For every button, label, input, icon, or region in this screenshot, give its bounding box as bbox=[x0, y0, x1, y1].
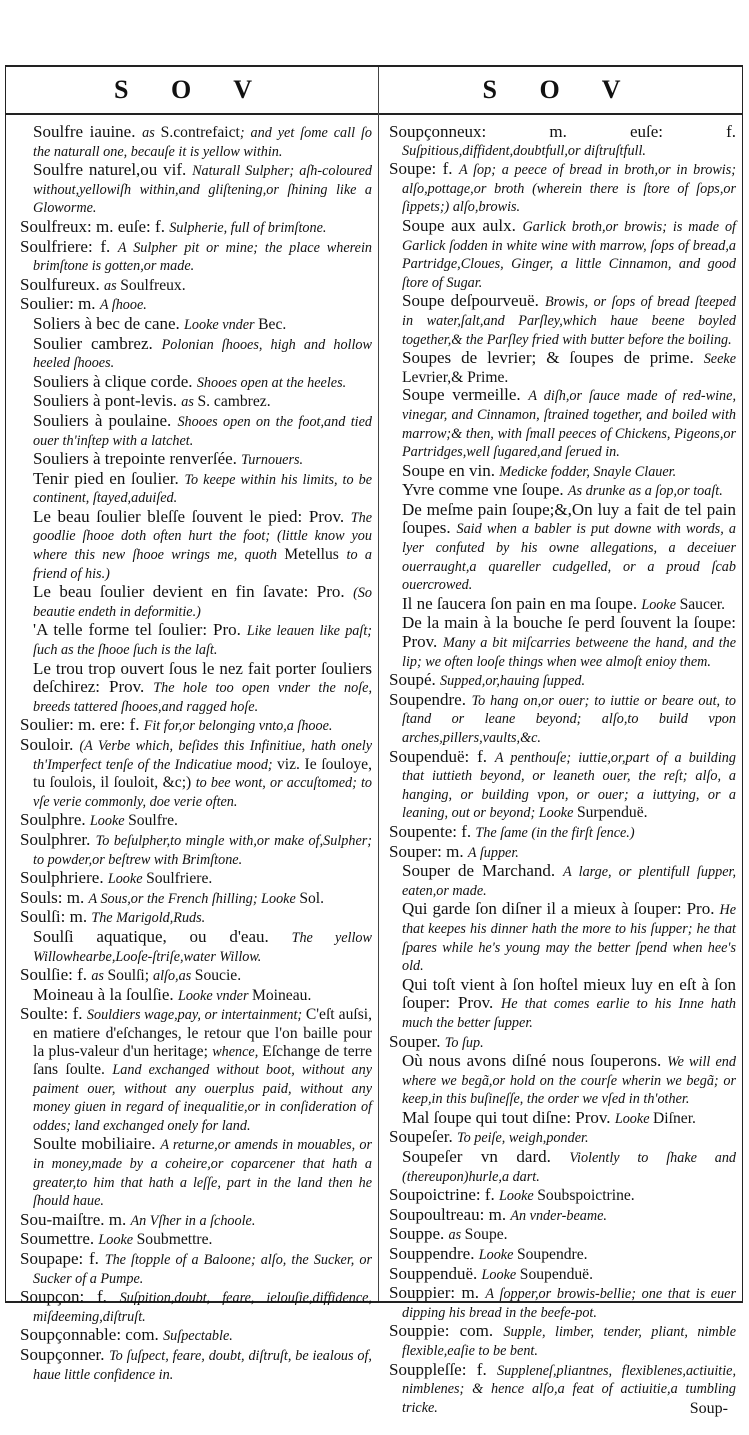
reference-text: Soupe. bbox=[464, 1226, 508, 1244]
dictionary-entry bbox=[389, 1265, 736, 1285]
headword: Soulſie: f. bbox=[20, 965, 92, 985]
headword: Soulier cambrez. bbox=[33, 333, 162, 353]
definition-text: A returne,or amends in mouables, or in money,made by a coheire,or coparcener that hath a greater,to him that hath a leſſe, part in the land then he ſhould haue. bbox=[33, 1137, 372, 1210]
headword: Soupe vermeille. bbox=[402, 385, 529, 405]
definition-text: A penthouſe; iuttie,or,part of a building that iuttieth beyond, or leaneth ouer, the reſt; alſo, a hanging, or building vpon, or ouer; a iuttying, or a leaning, out or beyond; Looke bbox=[402, 749, 736, 822]
headword: Soulte: f. bbox=[20, 1004, 87, 1024]
headword: Sou-maiſtre. m. bbox=[20, 1209, 131, 1229]
definition-text: alſo,as bbox=[152, 968, 195, 985]
dictionary-entry bbox=[389, 823, 736, 843]
headword: Soupape: f. bbox=[20, 1249, 105, 1269]
definition-text: Looke bbox=[641, 596, 680, 613]
headword: Soumettre. bbox=[20, 1229, 99, 1249]
headword: Soulphre. bbox=[20, 810, 90, 830]
definition-text: Seeke bbox=[703, 351, 736, 368]
dictionary-subentry bbox=[20, 986, 372, 1006]
dictionary-entry bbox=[389, 1225, 736, 1245]
definition-text: Souldiers wage,pay, or intertainment; bbox=[86, 1007, 306, 1024]
headword: Qui garde ſon diſner il a mieux à ſouper: Pro. bbox=[402, 899, 720, 919]
running-header: S O V bbox=[379, 67, 742, 115]
headword: Soupoultreau: m. bbox=[389, 1204, 511, 1224]
reference-text: Soulfriere. bbox=[146, 870, 213, 888]
headword: Soupé. bbox=[389, 670, 440, 690]
definition-text: ; and yet ſome call ſo the naturall one, becauſe it is yellow within. bbox=[33, 125, 372, 160]
dictionary-entry bbox=[20, 736, 372, 811]
dictionary-entry bbox=[389, 1245, 736, 1265]
reference-text: S.contrefaict bbox=[160, 124, 240, 141]
headword: Soupe aux aulx. bbox=[402, 215, 523, 235]
headword: Le beau ſoulier devient en fin ſavate: Pro. bbox=[33, 582, 354, 602]
definition-text: Many a bit miſcarries betweene the hand, and the lip; we often looſe things when wee almoſt enioy them. bbox=[402, 635, 736, 670]
definition-text: Suſpectable. bbox=[163, 1328, 233, 1345]
definition-text: Looke bbox=[614, 1110, 654, 1127]
definition-text: Sulpherie, full of brimſtone. bbox=[169, 219, 327, 236]
dictionary-subentry bbox=[389, 976, 736, 1033]
headword: Soulſi aquatique, ou d'eau. bbox=[33, 926, 292, 946]
definition-text: Suſpition,doubt, feare, ielouſie,diffidence, miſdeeming,diſtruſt. bbox=[33, 1290, 373, 1325]
definition-text: Land exchanged without boot, without any paiment ouer, without any ouerplus paid, without any money giuen in regard of inequalitie,or in conſideration of oddes; land exchanged onely for land. bbox=[33, 1062, 372, 1134]
definition-text: as bbox=[448, 1227, 465, 1244]
dictionary-entry bbox=[389, 160, 736, 217]
headword: Soulte mobiliaire. bbox=[33, 1134, 161, 1154]
reference-text: Metellus bbox=[284, 546, 347, 564]
headword: Soupeſer. bbox=[389, 1127, 457, 1147]
dictionary-entry bbox=[389, 748, 736, 823]
definition-text: The goodlie ſhooe doth often hurt the foot; (little know you where this new ſhooe wrings me, quoth bbox=[33, 509, 372, 564]
definition-text: Looke bbox=[107, 871, 147, 888]
dictionary-subentry bbox=[20, 335, 372, 373]
headword: Moineau à la ſoulſie. bbox=[33, 984, 178, 1004]
dictionary-subentry bbox=[389, 386, 736, 461]
headword: Souliers à trepointe renverſée. bbox=[33, 449, 242, 469]
definition-text: Looke bbox=[478, 1247, 517, 1264]
definition-text: An vnder-beame. bbox=[510, 1207, 607, 1224]
dictionary-entry bbox=[20, 716, 372, 736]
dictionary-subentry bbox=[20, 161, 372, 218]
headword: Qui toſt vient à ſon hoſtel mieux luy en eſt à ſon ſouper: Prov. bbox=[402, 974, 736, 1013]
dictionary-subentry bbox=[20, 373, 372, 393]
dictionary-subentry bbox=[20, 928, 372, 966]
reference-text: Sol. bbox=[299, 889, 325, 907]
right-column bbox=[379, 67, 742, 1417]
headword: Souliers à poulaine. bbox=[33, 410, 178, 430]
dictionary-subentry bbox=[389, 1109, 736, 1129]
headword: Mal ſoupe qui tout diſne: Prov. bbox=[402, 1107, 615, 1127]
definition-text: Looke bbox=[98, 1232, 137, 1249]
definition-text: To hang on,or ouer; to iuttie or beare out, to ſtand or leane beyond; alſo,to build vpon arches,pillers,vaults,&c. bbox=[402, 692, 736, 746]
dictionary-subentry bbox=[389, 481, 736, 501]
headword: Soupendre. bbox=[389, 689, 472, 709]
definition-text: A Sulpher pit or mine; the place wherein brimſtone is gotten,or made. bbox=[33, 239, 372, 275]
reference-text: Soulfre. bbox=[128, 812, 178, 830]
reference-text: S. cambrez. bbox=[197, 393, 271, 411]
dictionary-entry bbox=[20, 1250, 372, 1288]
headword: Souppendre. bbox=[389, 1244, 479, 1264]
reference-text: Levrier,& Prime. bbox=[402, 368, 509, 386]
dictionary-subentry bbox=[389, 1148, 736, 1186]
headword: Soupçonnable: com. bbox=[20, 1325, 164, 1345]
definition-text: Said when a babler is put downe with words, a lyer confuted by his owne allegations, a deceiuer ouerraught,a quareller cudgelled, or a proud ſcab ouercrowed. bbox=[402, 521, 736, 594]
dictionary-entry bbox=[20, 1005, 372, 1135]
headword: De meſme pain ſoupe;&,On luy a fait de tel pain ſoupes. bbox=[402, 499, 736, 538]
entries-list bbox=[6, 115, 378, 1384]
headword: Souliers à clique corde. bbox=[33, 371, 197, 391]
reference-text: Moineau. bbox=[252, 986, 312, 1004]
reference-text: Diſner. bbox=[653, 1109, 696, 1127]
reference-text: Soucie. bbox=[194, 967, 242, 985]
definition-text: To peiſe, weigh,ponder. bbox=[457, 1130, 589, 1147]
dictionary-entry bbox=[20, 1211, 372, 1231]
dictionary-entry bbox=[20, 869, 372, 889]
headword: Soulier: m. bbox=[20, 294, 100, 314]
dictionary-subentry bbox=[20, 470, 372, 508]
headword: Soulſi: m. bbox=[20, 907, 92, 927]
dictionary-page bbox=[5, 65, 743, 1417]
reference-text: Eſchange de terre ſans ſoulte. bbox=[33, 1042, 372, 1079]
definition-text: to a friend of his.) bbox=[33, 547, 372, 582]
headword: De la main à la bouche ſe perd ſouvent la ſoupe: Prov. bbox=[402, 613, 736, 652]
dictionary-subentry bbox=[20, 315, 372, 335]
definition-text: To ſuſpect, feare, doubt, diſtruſt, be iealous of, haue little confidence in. bbox=[33, 1348, 372, 1383]
dictionary-subentry bbox=[389, 217, 736, 292]
definition-text: Browis, or ſops of bread ſteeped in water,ſalt,and Parſley,which haue beene boyled together,& the Parſley fried with butter before the boiling. bbox=[402, 294, 736, 348]
dictionary-subentry bbox=[389, 349, 736, 386]
definition-text: as bbox=[142, 125, 161, 141]
reference-text: C'eſt auſsi, en matiere d'eſchanges, le retour que l'on baille pour la plus-valeur d'un heritage; bbox=[33, 1006, 373, 1060]
headword: Souppleſſe: f. bbox=[389, 1359, 498, 1379]
dictionary-entry bbox=[20, 1230, 372, 1250]
dictionary-entry bbox=[20, 1326, 372, 1346]
dictionary-entry bbox=[389, 1206, 736, 1226]
dictionary-entry bbox=[389, 123, 736, 160]
reference-text: Soulfreux. bbox=[120, 276, 186, 294]
definition-text: A diſh,or ſauce made of red-wine, vinegar, and Cinnamon, ſtrained together, and boiled with marrow;& then, with ſmall peeces of Chickens, Pigeons,or Partridges,well ſugared,and ſerued in. bbox=[402, 388, 736, 461]
dictionary-entry bbox=[20, 908, 372, 928]
dictionary-entry bbox=[20, 218, 372, 238]
dictionary-entry bbox=[389, 1284, 736, 1322]
headword: Souper de Marchand. bbox=[402, 861, 564, 881]
definition-text: Looke vnder bbox=[177, 987, 253, 1004]
headword: Soupçonneux: m. euſe: f. bbox=[389, 122, 736, 141]
dictionary-entry bbox=[20, 831, 372, 869]
dictionary-subentry bbox=[389, 501, 736, 595]
dictionary-entry bbox=[20, 1288, 372, 1326]
headword: Soupenduë: f. bbox=[389, 746, 495, 766]
definition-text: Garlick broth,or browis; is made of Garlick ſodden in white wine with marrow, ſops of bread,a Partridge,Cloues, Ginger, a little Cinnamon, and good ſtore of Sugar. bbox=[402, 218, 736, 291]
definition-text: To keepe within his limits, to be continent, ſtayed,aduiſed. bbox=[33, 471, 372, 507]
definition-text: as bbox=[181, 394, 198, 411]
headword: Soulfriere: f. bbox=[20, 236, 118, 256]
headword: Soupente: f. bbox=[389, 821, 476, 841]
definition-text: A ſop; a peece of bread in broth,or in browis; alſo,pottage,or broth (wherein there is ſtore of ſops,or ſippets;) alſo,browis. bbox=[402, 162, 736, 216]
dictionary-entry bbox=[389, 691, 736, 748]
definition-text: Looke bbox=[89, 813, 129, 830]
headword: Yvre comme vne ſoupe. bbox=[402, 480, 568, 500]
definition-text: He that comes earlie to his Inne hath much the better ſupper. bbox=[402, 996, 736, 1031]
definition-text: as bbox=[104, 277, 121, 294]
headword: Souliers à pont-levis. bbox=[33, 391, 182, 411]
definition-text: Violently to ſhake and (thereupon)hurle,a dart. bbox=[402, 1150, 737, 1185]
definition-text: A ſopper,or browis-bellie; one that is euer dipping his bread in the beefe-pot. bbox=[402, 1286, 736, 1321]
definition-text: The ſtopple of a Baloone; alſo, the Sucker, or Sucker of a Pumpe. bbox=[33, 1252, 372, 1287]
definition-text: The yellow Willowhearbe,Looſe-ſtriſe,water Willow. bbox=[33, 929, 372, 965]
dictionary-entry bbox=[389, 1322, 736, 1360]
definition-text: whence, bbox=[212, 1043, 263, 1060]
dictionary-subentry bbox=[389, 614, 736, 671]
headword: Soulphriere. bbox=[20, 868, 108, 888]
headword: Souloir. bbox=[20, 735, 80, 754]
headword: Soupçon: f. bbox=[20, 1287, 120, 1307]
dictionary-subentry bbox=[20, 583, 372, 621]
dictionary-entry bbox=[20, 1346, 372, 1384]
dictionary-entry bbox=[20, 966, 372, 986]
reference-text: Soulſi; bbox=[107, 967, 153, 985]
dictionary-subentry bbox=[20, 1135, 372, 1210]
definition-text: We will end where we begã,or hold on the courſe wherin we begã; or keep,in this buſineſſe, the order we vſed in th'other. bbox=[402, 1054, 736, 1108]
definition-text: The Marigold,Ruds. bbox=[91, 910, 206, 927]
definition-text: An Vſher in a ſchoole. bbox=[130, 1212, 256, 1229]
reference-text: Surpenduë. bbox=[576, 804, 648, 822]
definition-text: To ſup. bbox=[444, 1034, 484, 1051]
definition-text: A ſupper. bbox=[467, 844, 519, 861]
definition-text: (So beautie endeth in deformitie.) bbox=[33, 585, 372, 620]
definition-text: Looke bbox=[481, 1266, 520, 1283]
definition-text: The hole too open vnder the noſe, breeds tattered ſhooes,and ragged hoſe. bbox=[33, 680, 373, 715]
definition-text: The ſame (in the firſt ſence.) bbox=[475, 824, 635, 841]
headword: Souper: m. bbox=[389, 841, 468, 861]
definition-text: Suſpitious,diffident,doubtfull,or diſtruſtfull. bbox=[402, 142, 646, 159]
headword: Soulfre iauine. bbox=[33, 122, 143, 141]
dictionary-subentry bbox=[20, 123, 372, 161]
headword: Souppier: m. bbox=[389, 1283, 486, 1303]
headword: Tenir pied en ſoulier. bbox=[33, 468, 185, 488]
reference-text: Soubmettre. bbox=[136, 1231, 213, 1249]
definition-text: Medicke fodder, Snayle Clauer. bbox=[499, 463, 677, 480]
headword: Souppenduë. bbox=[389, 1263, 482, 1283]
dictionary-subentry bbox=[20, 621, 372, 659]
dictionary-subentry bbox=[389, 900, 736, 975]
headword: Soupçonner. bbox=[20, 1345, 110, 1364]
reference-text: Bec. bbox=[258, 315, 287, 333]
reference-text: Soubspoictrine. bbox=[537, 1187, 635, 1205]
headword: Soupes de levrier; & ſoupes de prime. bbox=[402, 348, 704, 368]
dictionary-subentry bbox=[20, 392, 372, 412]
headword: Souls: m. bbox=[20, 887, 89, 907]
headword: Soulfreux: m. euſe: f. bbox=[20, 216, 170, 236]
dictionary-subentry bbox=[20, 660, 372, 717]
headword: Soupoictrine: f. bbox=[389, 1185, 500, 1205]
reference-text: Soupenduë. bbox=[519, 1265, 593, 1283]
headword: Soliers à bec de cane. bbox=[33, 313, 185, 333]
definition-text: Supple, limber, tender, pliant, nimble flexible,eaſie to be bent. bbox=[402, 1324, 736, 1359]
dictionary-entry bbox=[20, 295, 372, 315]
running-header: S O V bbox=[6, 67, 378, 115]
catchword: Soup- bbox=[689, 1399, 728, 1417]
definition-text: Naturall Sulpher; aſh-coloured without,yellowiſh within,and gliſtening,or ſhining like a Gloworme. bbox=[33, 163, 372, 217]
reference-text: viz. Ie ſouloye, tu ſoulois, il ſouloit, &c;) bbox=[33, 755, 372, 792]
left-column bbox=[6, 67, 379, 1383]
headword: Soulphrer. bbox=[20, 829, 96, 849]
headword: Soulfre naturel,ou vif. bbox=[33, 160, 193, 180]
headword: Où nous avons diſné nous ſouperons. bbox=[402, 1051, 668, 1071]
headword: Soupe deſpourveuë. bbox=[402, 291, 545, 311]
definition-text: Turnouers. bbox=[241, 452, 304, 469]
entries-list bbox=[379, 115, 742, 1417]
headword: 'A telle forme tel ſoulier: Pro. bbox=[33, 620, 247, 640]
definition-text: to bee wont, or accuſtomed; to vſe verie commonly, doe verie often. bbox=[33, 775, 372, 810]
definition-text: as bbox=[91, 968, 108, 985]
headword: Le trou trop ouvert ſous le nez fait porter ſouliers deſchirez: Prov. bbox=[33, 658, 372, 697]
headword: Soupe en vin. bbox=[402, 460, 500, 480]
dictionary-entry bbox=[389, 1033, 736, 1053]
definition-text: A large, or plentifull ſupper, eaten,or made. bbox=[402, 864, 736, 899]
dictionary-subentry bbox=[389, 462, 736, 482]
headword: Il ne ſaucera ſon pain en ma ſoupe. bbox=[402, 593, 642, 613]
definition-text: (A Verbe which, beſides this Infinitiue, hath onely th'Imperfect tenſe of the Indicatiue mood; bbox=[33, 738, 373, 773]
reference-text: Saucer. bbox=[679, 595, 726, 613]
dictionary-entry bbox=[20, 238, 372, 276]
dictionary-entry bbox=[20, 276, 372, 296]
reference-text: Soupendre. bbox=[516, 1246, 588, 1264]
dictionary-entry bbox=[389, 1128, 736, 1148]
dictionary-subentry bbox=[389, 292, 736, 349]
dictionary-entry bbox=[20, 889, 372, 909]
definition-text: To beſulpher,to mingle with,or make of,Sulpher; to powder,or beſtrew with Brimſtone. bbox=[33, 832, 372, 868]
definition-text: Supped,or,hauing ſupped. bbox=[440, 673, 586, 690]
definition-text: Fit for,or belonging vnto,a ſhooe. bbox=[143, 718, 333, 735]
dictionary-subentry bbox=[389, 595, 736, 615]
definition-text: Shooes open on the foot,and tied ouer th'inſtep with a latchet. bbox=[33, 413, 373, 449]
dictionary-entry bbox=[389, 843, 736, 863]
dictionary-subentry bbox=[20, 508, 372, 583]
definition-text: Looke bbox=[499, 1188, 538, 1205]
dictionary-entry bbox=[389, 671, 736, 691]
definition-text: Suppleneſ,pliantnes, flexiblenes,actiuitie, nimblenes; & hence alſo,a feat of actiuitie,a tumbling tricke. bbox=[402, 1362, 736, 1416]
headword: Souppe. bbox=[389, 1224, 449, 1244]
definition-text: He that keepes his dinner hath the more to his ſupper; he that ſpares while he's young may the better ſpend when hee's old. bbox=[402, 902, 736, 975]
definition-text: A Sous,or the French ſhilling; Looke bbox=[88, 890, 300, 907]
dictionary-subentry bbox=[389, 1052, 736, 1109]
headword: Souper. bbox=[389, 1031, 445, 1051]
definition-text: Like leauen like paſt; ſuch as the ſhooe ſuch is the laſt. bbox=[33, 623, 372, 659]
definition-text: Shooes open at the heeles. bbox=[196, 374, 347, 391]
dictionary-subentry bbox=[20, 450, 372, 470]
definition-text: Looke vnder bbox=[184, 316, 259, 333]
headword: Soulfureux. bbox=[20, 274, 105, 294]
headword: Le beau ſoulier bleſſe ſouvent le pied: Prov. bbox=[33, 506, 351, 526]
dictionary-entry bbox=[389, 1186, 736, 1206]
dictionary-entry bbox=[20, 811, 372, 831]
dictionary-subentry bbox=[20, 412, 372, 450]
headword: Soupeſer vn dard. bbox=[402, 1147, 570, 1167]
definition-text: Polonian ſhooes, high and hollow heeled ſhooes. bbox=[33, 336, 372, 372]
dictionary-subentry bbox=[389, 862, 736, 900]
headword: Soulier: m. ere: f. bbox=[20, 715, 144, 735]
definition-text: A ſhooe. bbox=[99, 297, 147, 314]
headword: Soupe: f. bbox=[389, 159, 459, 179]
headword: Souppie: com. bbox=[389, 1321, 504, 1341]
definition-text: As drunke as a ſop,or toaſt. bbox=[567, 483, 723, 500]
